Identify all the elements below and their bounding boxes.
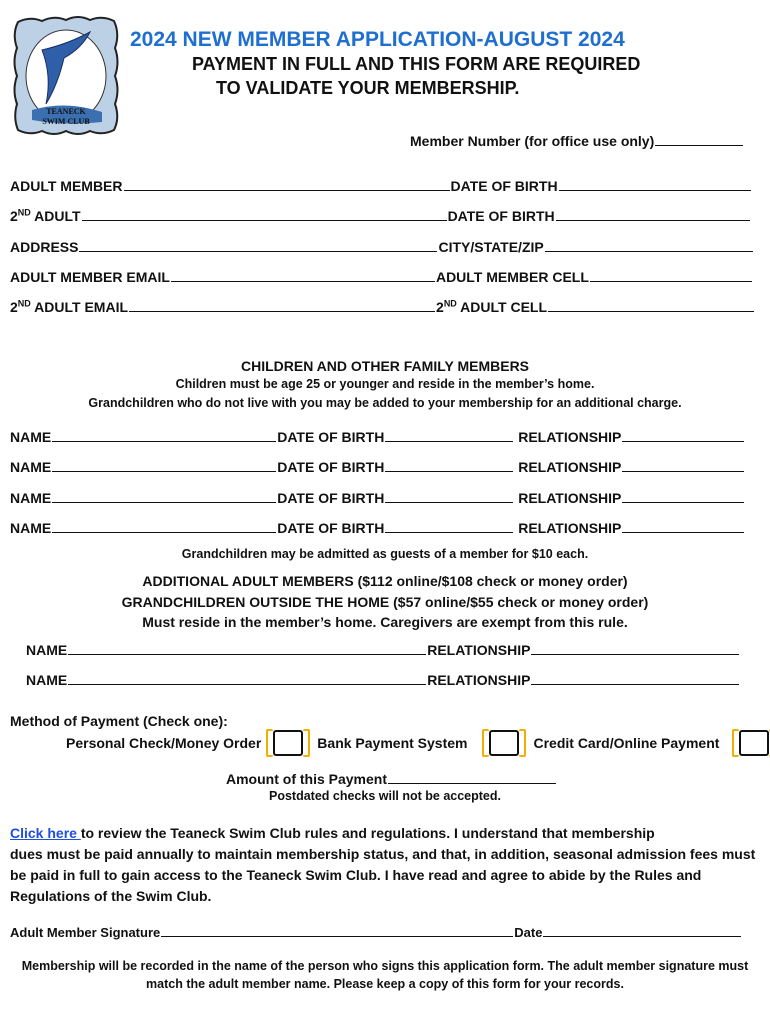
child-dob-blank[interactable] bbox=[385, 520, 513, 533]
subtitle-line1: PAYMENT IN FULL AND THIS FORM ARE REQUIRED bbox=[192, 54, 641, 74]
option-bank-label: Bank Payment System bbox=[317, 735, 468, 751]
child-name-blank[interactable] bbox=[52, 490, 276, 503]
rules-link[interactable]: Click here bbox=[10, 825, 81, 841]
children-note2: Grandchildren who do not live with you may be added to your membership for an additional charge. bbox=[88, 396, 682, 410]
second-dob-blank[interactable] bbox=[556, 208, 750, 221]
child-name-label: NAME bbox=[10, 459, 52, 475]
additional-name-label: NAME bbox=[26, 672, 68, 688]
additional-line2: GRANDCHILDREN OUTSIDE THE HOME ($57 online/$55 check or money order) bbox=[121, 594, 649, 610]
child-relationship-label: RELATIONSHIP bbox=[518, 490, 622, 506]
child-relationship-blank[interactable] bbox=[622, 490, 744, 503]
member-number-blank[interactable] bbox=[655, 133, 743, 146]
adult-cell-blank[interactable] bbox=[590, 269, 752, 282]
form-title: 2024 NEW MEMBER APPLICATION-AUGUST 2024 bbox=[130, 28, 625, 51]
grandchildren-guest-note: Grandchildren may be admitted as guests of a member for $10 each. bbox=[181, 547, 589, 561]
child-name-blank[interactable] bbox=[52, 459, 276, 472]
child-dob-label: DATE OF BIRTH bbox=[277, 520, 385, 536]
child-row bbox=[10, 459, 745, 475]
address-blank[interactable] bbox=[79, 239, 437, 252]
child-relationship-label: RELATIONSHIP bbox=[518, 459, 622, 475]
additional-name-blank[interactable] bbox=[68, 642, 426, 655]
child-relationship-blank[interactable] bbox=[622, 520, 744, 533]
child-name-blank[interactable] bbox=[52, 520, 276, 533]
rules-line1-text: to review the Teaneck Swim Club rules and regulations. I understand that membership bbox=[80, 825, 655, 841]
member-number-field[interactable] bbox=[410, 133, 744, 149]
additional-relationship-label: RELATIONSHIP bbox=[427, 672, 531, 688]
option-check-label: Personal Check/Money Order bbox=[66, 735, 262, 751]
footer-line1: Membership will be recorded in the name of the person who signs this application form. The adult member signature must bbox=[21, 959, 749, 973]
amount-blank[interactable] bbox=[388, 771, 556, 784]
payment-method-label: Method of Payment (Check one): bbox=[10, 713, 228, 729]
amount-label: Amount of this Payment bbox=[226, 771, 388, 787]
child-row bbox=[10, 429, 745, 445]
adult-member-row bbox=[10, 178, 752, 194]
payment-options bbox=[66, 730, 769, 756]
subtitle-line2: TO VALIDATE YOUR MEMBERSHIP. bbox=[216, 78, 520, 98]
child-row bbox=[10, 520, 745, 536]
second-adult-blank[interactable] bbox=[82, 208, 447, 221]
additional-name-blank[interactable] bbox=[68, 672, 426, 685]
additional-line3: Must reside in the member’s home. Caregivers are exempt from this rule. bbox=[142, 614, 628, 630]
second-adult-label: 2ND ADULT bbox=[10, 207, 81, 224]
adult-member-blank[interactable] bbox=[124, 178, 450, 191]
additional-relationship-blank[interactable] bbox=[531, 642, 739, 655]
checkbox-bank-payment[interactable] bbox=[489, 730, 519, 756]
address-row bbox=[10, 239, 754, 255]
second-adult-row bbox=[10, 208, 751, 224]
adult-email-blank[interactable] bbox=[171, 269, 435, 282]
footer-line2: match the adult member name. Please keep a copy of this form for your records. bbox=[146, 977, 624, 991]
additional-name-label: NAME bbox=[26, 642, 68, 658]
second-adult-email-row bbox=[10, 299, 755, 315]
child-relationship-blank[interactable] bbox=[622, 459, 744, 472]
payment-amount-row bbox=[226, 771, 557, 787]
adult-member-label: ADULT MEMBER bbox=[10, 178, 123, 194]
rules-line2: dues must be paid annually to maintain membership status, and that, in addition, seasonal admission fees must bbox=[10, 846, 756, 862]
child-dob-blank[interactable] bbox=[385, 459, 513, 472]
adult-email-label: ADULT MEMBER EMAIL bbox=[10, 269, 170, 285]
signature-date-label: Date bbox=[514, 925, 543, 940]
child-relationship-label: RELATIONSHIP bbox=[518, 429, 622, 445]
checkbox-credit-card-online[interactable] bbox=[739, 730, 769, 756]
city-state-zip-label: CITY/STATE/ZIP bbox=[438, 239, 544, 255]
member-number-label: Member Number (for office use only) bbox=[410, 133, 655, 149]
signature-date-blank[interactable] bbox=[543, 924, 741, 937]
dob-label: DATE OF BIRTH bbox=[450, 178, 558, 194]
child-dob-blank[interactable] bbox=[385, 429, 513, 442]
city-state-zip-blank[interactable] bbox=[545, 239, 753, 252]
child-dob-blank[interactable] bbox=[385, 490, 513, 503]
children-heading: CHILDREN AND OTHER FAMILY MEMBERS bbox=[240, 358, 530, 374]
option-card-label: Credit Card/Online Payment bbox=[533, 735, 720, 751]
child-row bbox=[10, 490, 745, 506]
adult-email-row bbox=[10, 269, 753, 285]
teaneck-swim-club-logo bbox=[12, 14, 120, 138]
second-adult-email-blank[interactable] bbox=[129, 299, 435, 312]
signature-row bbox=[10, 924, 742, 940]
second-adult-cell-blank[interactable] bbox=[548, 299, 754, 312]
child-dob-label: DATE OF BIRTH bbox=[277, 459, 385, 475]
child-name-blank[interactable] bbox=[52, 429, 276, 442]
rules-line4: Regulations of the Swim Club. bbox=[10, 888, 212, 904]
child-dob-label: DATE OF BIRTH bbox=[277, 429, 385, 445]
signature-label: Adult Member Signature bbox=[10, 925, 161, 940]
adult-dob-blank[interactable] bbox=[559, 178, 751, 191]
additional-relationship-label: RELATIONSHIP bbox=[427, 642, 531, 658]
second-dob-label: DATE OF BIRTH bbox=[447, 208, 555, 224]
logo-text-line1: TEANECK bbox=[46, 107, 86, 116]
logo-text-line2: SWIM CLUB bbox=[42, 117, 90, 126]
child-name-label: NAME bbox=[10, 429, 52, 445]
second-adult-email-label: 2ND ADULT EMAIL bbox=[10, 298, 129, 315]
child-name-label: NAME bbox=[10, 520, 52, 536]
postdated-note: Postdated checks will not be accepted. bbox=[268, 789, 501, 803]
additional-relationship-blank[interactable] bbox=[531, 672, 739, 685]
checkbox-check-money-order[interactable] bbox=[273, 730, 303, 756]
child-relationship-label: RELATIONSHIP bbox=[518, 520, 622, 536]
adult-cell-label: ADULT MEMBER CELL bbox=[435, 269, 589, 285]
additional-line1: ADDITIONAL ADULT MEMBERS ($112 online/$108 check or money order) bbox=[142, 573, 628, 589]
child-name-label: NAME bbox=[10, 490, 52, 506]
additional-member-row bbox=[26, 672, 740, 688]
signature-blank[interactable] bbox=[161, 924, 513, 937]
address-label: ADDRESS bbox=[10, 239, 79, 255]
child-dob-label: DATE OF BIRTH bbox=[277, 490, 385, 506]
child-relationship-blank[interactable] bbox=[622, 429, 744, 442]
rules-line3: be paid in full to gain access to the Teaneck Swim Club. I have read and agree to abide by the Rules and bbox=[10, 867, 702, 883]
additional-member-row bbox=[26, 642, 740, 658]
rules-line1 bbox=[10, 825, 655, 841]
children-note1: Children must be age 25 or younger and reside in the member’s home. bbox=[175, 377, 595, 391]
second-adult-cell-label: 2ND ADULT CELL bbox=[436, 298, 548, 315]
